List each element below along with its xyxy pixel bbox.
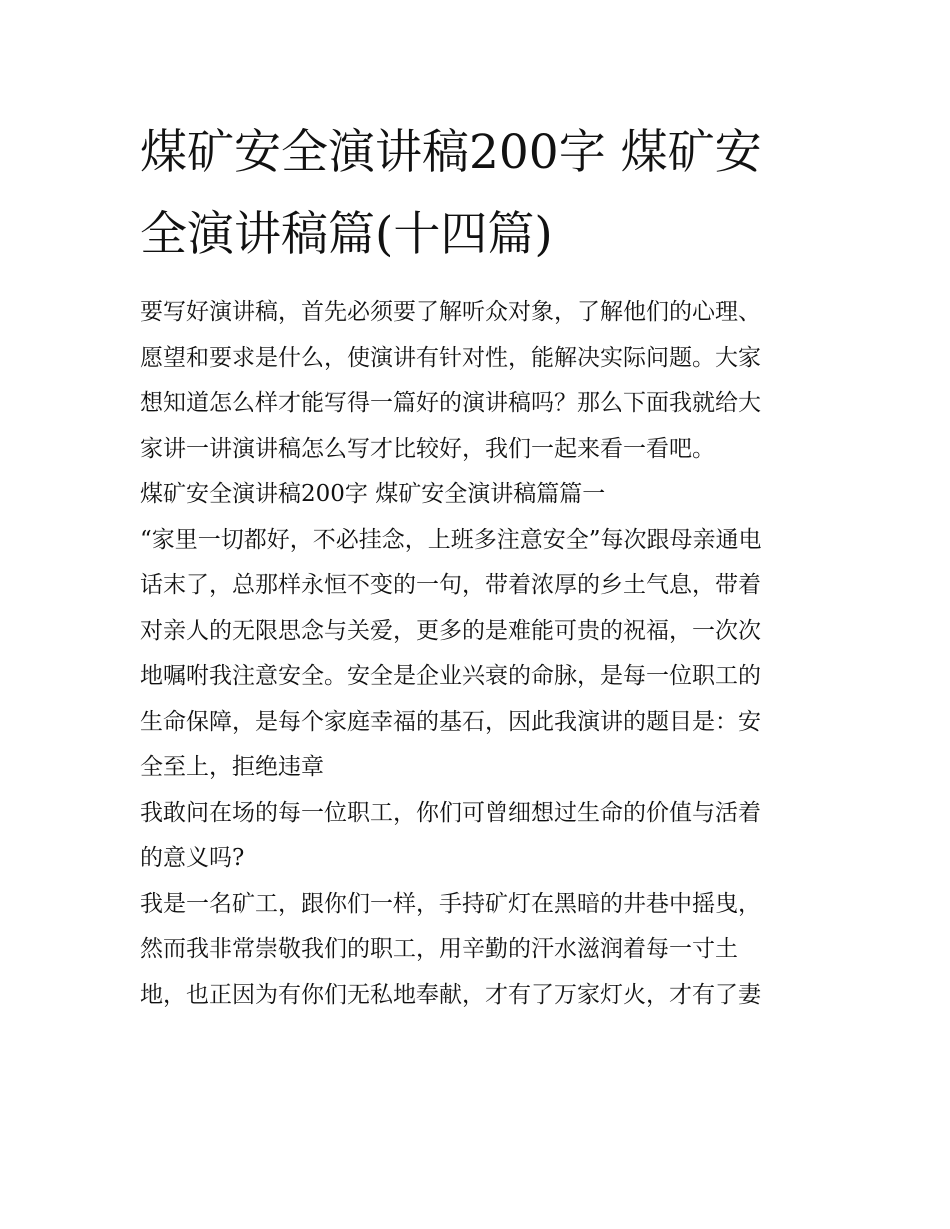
body-line: 要写好演讲稿，首先必须要了解听众对象，了解他们的心理、 (140, 299, 761, 325)
body-line: 想知道怎么样才能写得一篇好的演讲稿吗？那么下面我就给大 (140, 390, 761, 416)
section-heading: 煤矿安全演讲稿200字 煤矿安全演讲稿篇篇一 (140, 481, 606, 507)
body-line: 地，也正因为有你们无私地奉献，才有了万家灯火，才有了妻 (140, 981, 761, 1008)
body-line: 地嘱咐我注意安全。安全是企业兴衰的命脉，是每一位职工的 (140, 663, 761, 689)
body-line: 家讲一讲演讲稿怎么写才比较好，我们一起来看一看吧。 (140, 435, 715, 462)
body-line: 我敢问在场的每一位职工，你们可曾细想过生命的价值与活着 (140, 799, 761, 826)
document-title (140, 112, 812, 276)
body-line: 对亲人的无限思念与关爱，更多的是难能可贵的祝福，一次次 (140, 617, 761, 644)
body-line: “家里一切都好，不必挂念，上班多注意安全”每次跟母亲通电 (140, 526, 762, 553)
body-line: 愿望和要求是什么，使演讲有针对性，能解决实际问题。大家 (140, 344, 761, 371)
title-line: 全演讲稿篇(十四篇) (140, 207, 553, 262)
document-page (140, 112, 812, 1018)
body-line: 的意义吗? (140, 845, 245, 871)
title-line: 煤矿安全演讲稿200字 煤矿安 (140, 125, 762, 180)
body-line: 生命保障，是每个家庭幸福的基石，因此我演讲的题目是：安 (140, 708, 761, 735)
body-line: 全至上，拒绝违章 (140, 754, 324, 780)
body-line: 话末了，总那样永恒不变的一句，带着浓厚的乡土气息，带着 (140, 572, 761, 598)
body-line: 然而我非常崇敬我们的职工，用辛勤的汗水滋润着每一寸土 (140, 936, 738, 962)
body-line: 我是一名矿工，跟你们一样，手持矿灯在黑暗的井巷中摇曳， (140, 890, 761, 917)
document-body (140, 290, 812, 1018)
